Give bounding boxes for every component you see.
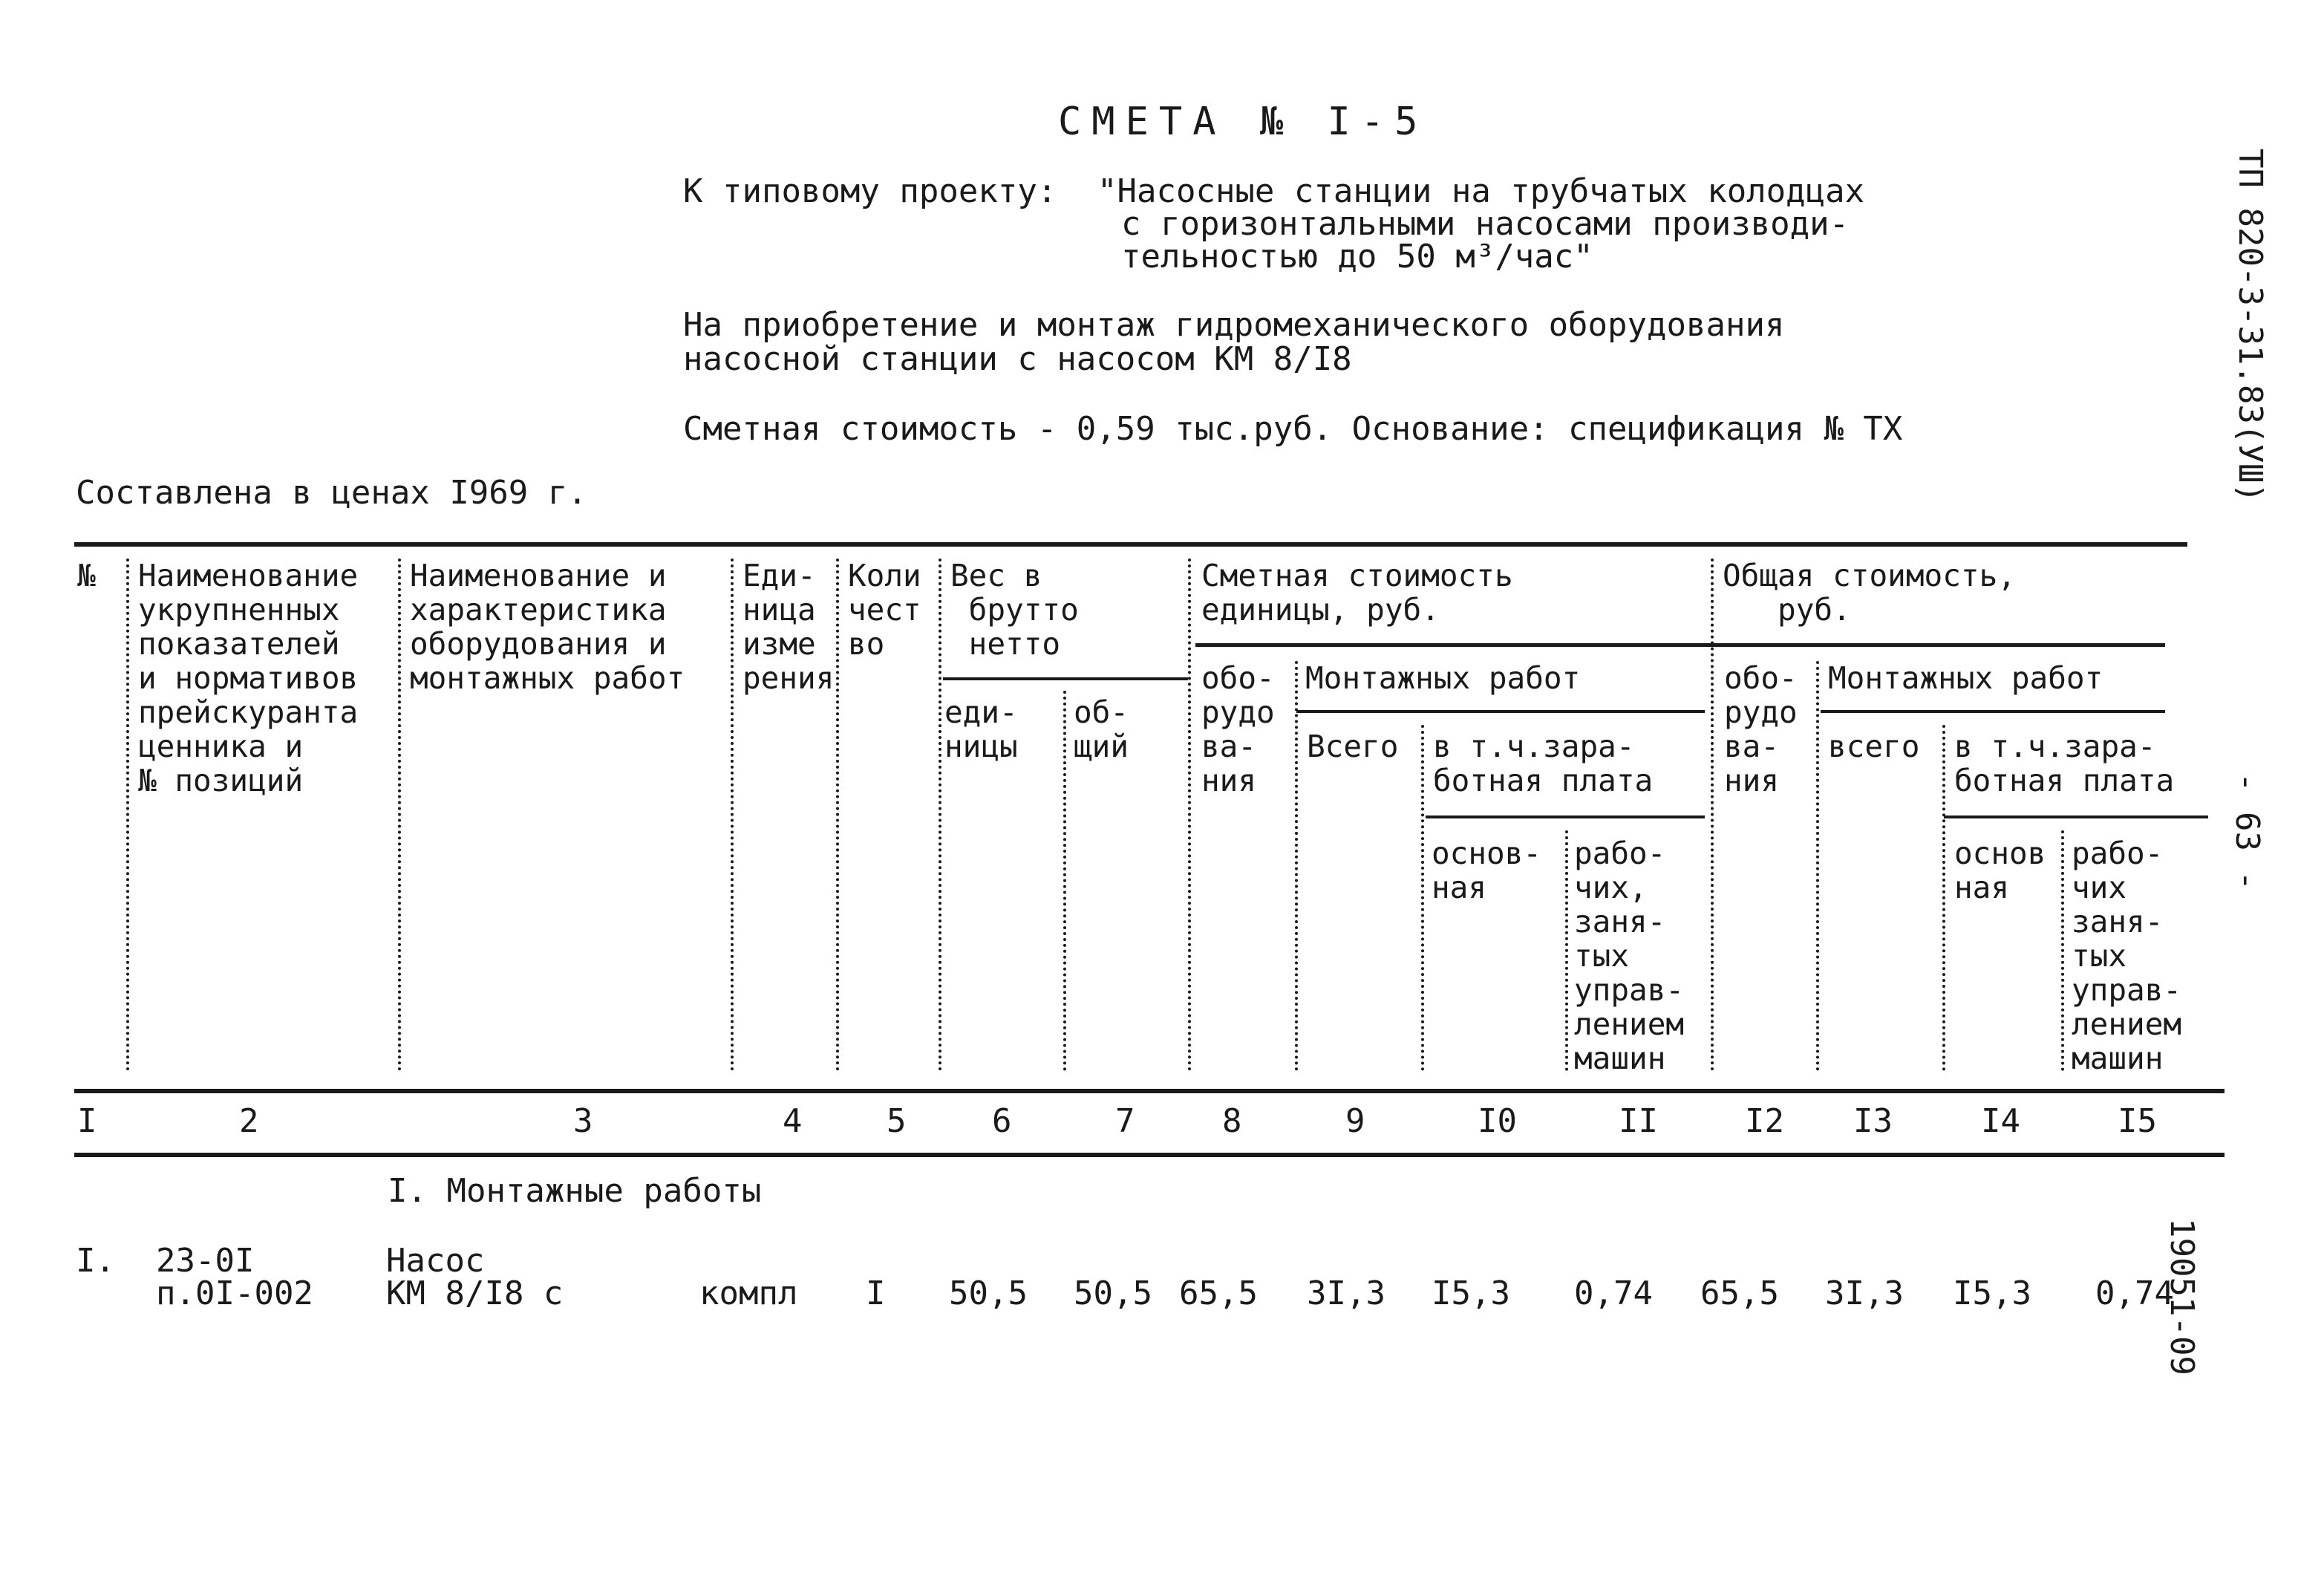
row-unit: компл bbox=[699, 1274, 798, 1312]
col-header-basic-unit: основ- ная bbox=[1432, 836, 1542, 905]
weight-subheader-rule bbox=[943, 677, 1188, 680]
row-equipment-total: 65,5 bbox=[1700, 1274, 1779, 1312]
col-number: 8 bbox=[1222, 1102, 1242, 1140]
col-separator bbox=[1816, 661, 1819, 1071]
purpose-line1: На приобретение и монтаж гидромеханического оборудования bbox=[683, 306, 1785, 344]
col-separator bbox=[731, 559, 734, 1071]
col-separator bbox=[836, 559, 839, 1071]
row-machine-unit: 0,74 bbox=[1574, 1274, 1653, 1312]
col-header-machine-total: рабо- чих заня- тых управ- лением машин bbox=[2072, 836, 2182, 1076]
section-heading: I. Монтажные работы bbox=[388, 1172, 762, 1210]
col-number: II bbox=[1619, 1102, 1658, 1140]
col-separator bbox=[1565, 830, 1568, 1071]
col-number: 4 bbox=[783, 1102, 803, 1140]
col-separator bbox=[1188, 559, 1191, 1071]
row-weight-unit: 50,5 bbox=[949, 1274, 1028, 1312]
col-number: I0 bbox=[1478, 1102, 1517, 1140]
col-header-wage-total: в т.ч.зара- ботная плата bbox=[1954, 729, 2175, 798]
row-machine-total: 0,74 bbox=[2095, 1274, 2174, 1312]
colnum-bottom-rule bbox=[74, 1153, 2225, 1157]
row-code-line2: п.0I-002 bbox=[156, 1274, 313, 1312]
col-header-equipment-unit: обо- рудо ва- ния bbox=[1201, 660, 1275, 798]
col-separator bbox=[398, 559, 401, 1071]
project-label: К типовому проекту: bbox=[683, 172, 1057, 210]
row-code-line1: 23-0I bbox=[156, 1242, 255, 1280]
table-top-rule bbox=[74, 542, 2187, 547]
col-header-equipment-name: Наименование и характеристика оборудования и монтажных работ bbox=[410, 558, 685, 696]
col-number: I3 bbox=[1853, 1102, 1893, 1140]
col-separator bbox=[1295, 661, 1298, 1071]
project-name-line3: тельностью до 50 м³/час" bbox=[1121, 238, 1593, 276]
col-separator bbox=[1942, 725, 1945, 1071]
row-wage-total: I5,3 bbox=[1953, 1274, 2031, 1312]
col-header-total-total: всего bbox=[1828, 729, 1920, 764]
row-name-line2: КМ 8/I8 с bbox=[386, 1274, 564, 1312]
row-quantity: I bbox=[866, 1274, 886, 1312]
purpose-line2: насосной станции с насосом КМ 8/I8 bbox=[683, 340, 1352, 378]
cost-line: Сметная стоимость - 0,59 тыс.руб. Основание: спецификация № ТХ bbox=[683, 410, 1903, 448]
col-separator bbox=[939, 559, 941, 1071]
col-number: 9 bbox=[1345, 1102, 1365, 1140]
project-name-line2: с горизонтальными насосами производи- bbox=[1121, 205, 1850, 243]
col-header-basic-total: основ ная bbox=[1954, 836, 2046, 905]
col-number: I bbox=[77, 1102, 97, 1140]
wage-unit-rule bbox=[1426, 815, 1705, 818]
project-name-line1: "Насосные станции на трубчатых колодцах bbox=[1097, 172, 1865, 210]
row-equipment-unit: 65,5 bbox=[1179, 1274, 1258, 1312]
col-header-indicator: Наименование укрупненных показателей и нормативов прейскуранта ценника и № позиций bbox=[138, 558, 359, 798]
cost-subheader-rule bbox=[1195, 643, 2165, 647]
col-number: 3 bbox=[573, 1102, 593, 1140]
col-separator bbox=[1063, 691, 1066, 1071]
col-header-mount-total: Монтажных работ bbox=[1828, 660, 2103, 696]
col-separator bbox=[1711, 559, 1714, 1071]
col-number: I2 bbox=[1745, 1102, 1784, 1140]
col-separator bbox=[2061, 830, 2064, 1071]
row-number: I. bbox=[76, 1242, 115, 1280]
page-number-side: - 63 - bbox=[2228, 772, 2266, 891]
wage-total-rule bbox=[1944, 815, 2208, 818]
col-separator bbox=[1421, 725, 1424, 1071]
col-header-equipment-total: обо- рудо ва- ния bbox=[1724, 660, 1798, 798]
col-header-machine-unit: рабо- чих, заня- тых управ- лением машин bbox=[1574, 836, 1685, 1076]
col-number: 2 bbox=[239, 1102, 259, 1140]
col-separator bbox=[126, 559, 129, 1071]
mount-unit-rule bbox=[1296, 710, 1705, 713]
col-header-no: № bbox=[77, 558, 96, 593]
prices-line: Составлена в ценах I969 г. bbox=[76, 474, 587, 512]
col-number: 5 bbox=[887, 1102, 907, 1140]
col-number: 7 bbox=[1115, 1102, 1135, 1140]
row-mount-total: 3I,3 bbox=[1825, 1274, 1904, 1312]
doc-number-side: 19051-09 bbox=[2163, 1218, 2201, 1375]
col-number: I5 bbox=[2118, 1102, 2157, 1140]
row-name-line1: Насос bbox=[386, 1242, 485, 1280]
col-number: 6 bbox=[992, 1102, 1012, 1140]
col-header-quantity: Коли чест во bbox=[848, 558, 921, 662]
header-bottom-rule bbox=[74, 1089, 2225, 1093]
col-header-weight: Вес в брутто нетто bbox=[950, 558, 1079, 662]
row-wage-unit: I5,3 bbox=[1432, 1274, 1510, 1312]
col-header-mount-unit: Монтажных работ bbox=[1305, 660, 1581, 696]
col-header-weight-unit: еди- ницы bbox=[944, 694, 1018, 764]
col-header-weight-total: об- щий bbox=[1074, 694, 1129, 764]
col-number: I4 bbox=[1981, 1102, 2020, 1140]
document-title: СМЕТА № I-5 bbox=[1058, 100, 1429, 144]
col-header-wage-unit: в т.ч.зара- ботная плата bbox=[1433, 729, 1654, 798]
row-mount-unit: 3I,3 bbox=[1307, 1274, 1385, 1312]
col-header-total-cost: Общая стоимость, руб. bbox=[1723, 558, 2016, 628]
row-weight-total: 50,5 bbox=[1074, 1274, 1152, 1312]
col-header-unit-cost: Сметная стоимость единицы, руб. bbox=[1201, 558, 1513, 628]
project-code-side: ТП 820-3-31.83(УШ) bbox=[2231, 149, 2269, 503]
col-header-unit: Еди- ница изме рения bbox=[742, 558, 835, 696]
col-header-total-unit: Всего bbox=[1307, 729, 1399, 764]
mount-total-rule bbox=[1821, 710, 2165, 713]
